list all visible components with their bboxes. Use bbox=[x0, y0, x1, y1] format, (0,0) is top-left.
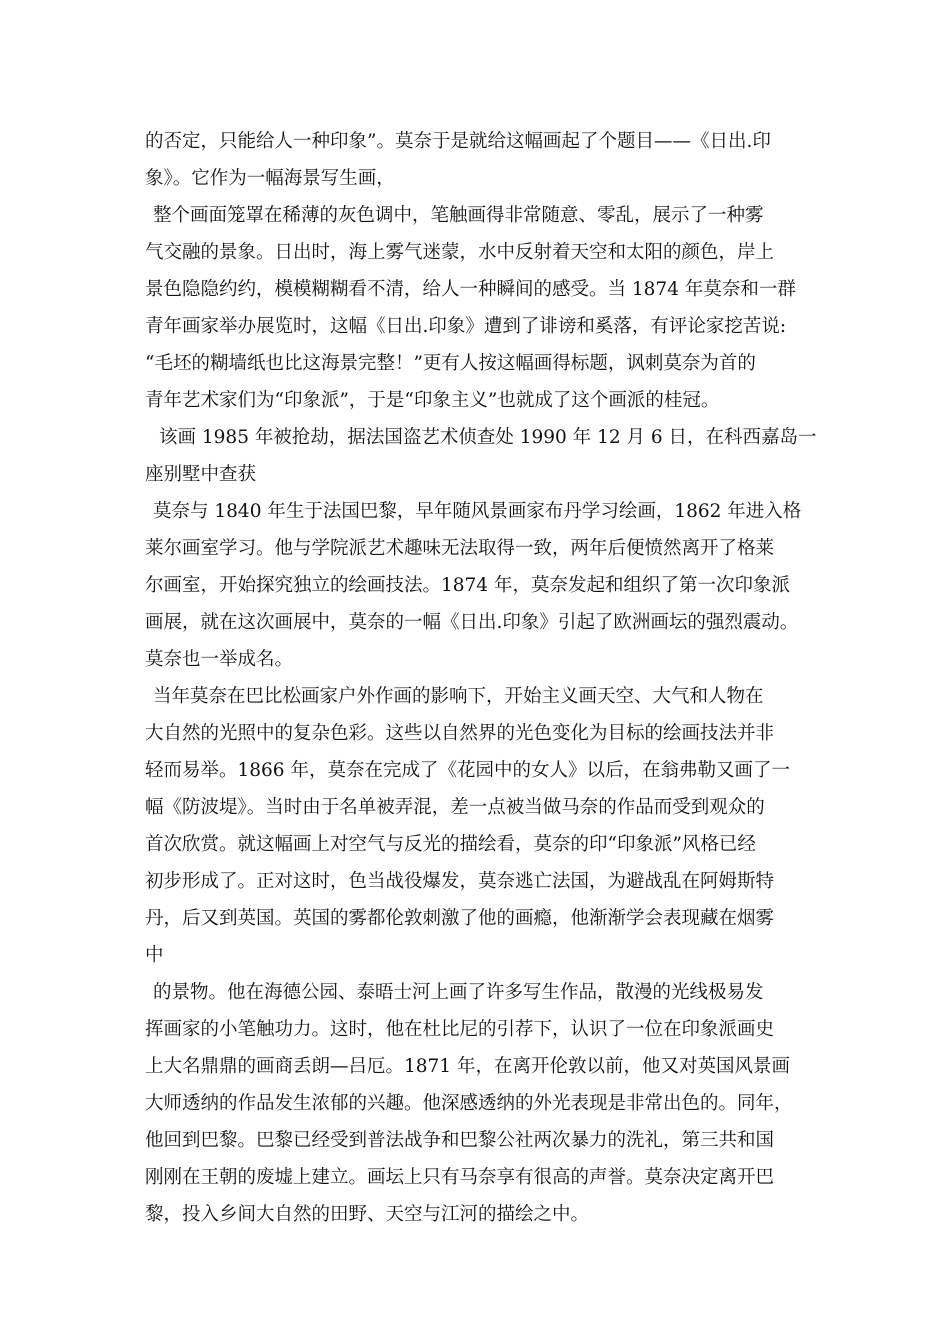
text-line: 大师透纳的作品发生浓郁的兴趣。他深感透纳的外光表现是非常出色的。同年， bbox=[145, 1093, 793, 1114]
text-line: 首次欣赏。就这幅画上对空气与反光的描绘看，莫奈的印“印象派”风格已经 bbox=[145, 834, 756, 855]
text-line: 莫奈与 1840 年生于法国巴黎，早年随风景画家布丹学习绘画，1862 年进入格 bbox=[153, 501, 802, 522]
text-line: 尔画室，开始探究独立的绘画技法。1874 年，莫奈发起和组织了第一次印象派 bbox=[145, 575, 790, 596]
text-line: 该画 1985 年被抢劫，据法国盗艺术侦查处 1990 年 12 月 6 日，在科西嘉岛一 bbox=[159, 427, 817, 448]
text-line: 当年莫奈在巴比松画家户外作画的影响下，开始主义画天空、大气和人物在 bbox=[153, 686, 764, 707]
text-line: 青年艺术家们为“印象派”，于是“印象主义”也就成了这个画派的桂冠。 bbox=[145, 390, 720, 411]
text-line: 整个画面笼罩在稀薄的灰色调中，笔触画得非常随意、零乱，展示了一种雾 bbox=[153, 205, 764, 226]
text-line: 轻而易举。1866 年，莫奈在完成了《花园中的女人》以后，在翁弗勒又画了一 bbox=[145, 760, 790, 781]
text-line: 座别墅中查获 bbox=[145, 464, 257, 485]
text-line: 景色隐隐约约，模模糊糊看不清，给人一种瞬间的感受。当 1874 年莫奈和一群 bbox=[145, 279, 796, 300]
text-line: 黎，投入乡间大自然的田野、天空与江河的描绘之中。 bbox=[145, 1204, 590, 1225]
text-line: 中 bbox=[145, 945, 164, 966]
text-line: 大自然的光照中的复杂色彩。这些以自然界的光色变化为目标的绘画技法并非 bbox=[145, 723, 775, 744]
text-line: 莱尔画室学习。他与学院派艺术趣味无法取得一致，两年后便愤然离开了格莱 bbox=[145, 538, 775, 559]
text-line: 挥画家的小笔触功力。这时，他在杜比尼的引荐下，认识了一位在印象派画史 bbox=[145, 1019, 775, 1040]
text-line: 他回到巴黎。巴黎已经受到普法战争和巴黎公社两次暴力的洗礼，第三共和国 bbox=[145, 1130, 775, 1151]
document-body bbox=[145, 123, 835, 1233]
text-line: “毛坯的糊墙纸也比这海景完整！”更有人按这幅画得标题，讽刺莫奈为首的 bbox=[145, 353, 756, 374]
text-line: 气交融的景象。日出时，海上雾气迷蒙，水中反射着天空和太阳的颜色，岸上 bbox=[145, 242, 775, 263]
text-line: 刚刚在王朝的废墟上建立。画坛上只有马奈享有很高的声誉。莫奈决定离开巴 bbox=[145, 1167, 775, 1188]
text-line: 莫奈也一举成名。 bbox=[145, 649, 294, 670]
text-line: 幅《防波堤》。当时由于名单被弄混，差一点被当做马奈的作品而受到观众的 bbox=[145, 797, 765, 818]
text-line: 画展，就在这次画展中，莫奈的一幅《日出.印象》引起了欧洲画坛的强烈震动。 bbox=[145, 612, 799, 633]
text-line: 象》。它作为一幅海景写生画， bbox=[145, 168, 395, 189]
text-line: 青年画家举办展览时，这幅《日出.印象》遭到了诽谤和奚落，有评论家挖苦说: bbox=[145, 316, 787, 337]
text-line: 的否定，只能给人一种印象”。莫奈于是就给这幅画起了个题目——《日出.印 bbox=[145, 131, 771, 152]
text-line: 的景物。他在海德公园、泰晤士河上画了许多写生作品，散漫的光线极易发 bbox=[153, 982, 764, 1003]
text-line: 丹，后又到英国。英国的雾都伦敦刺激了他的画瘾，他渐渐学会表现藏在烟雾 bbox=[145, 908, 775, 929]
text-line: 初步形成了。正对这时，色当战役爆发，莫奈逃亡法国，为避战乱在阿姆斯特 bbox=[145, 871, 775, 892]
text-line: 上大名鼎鼎的画商丢朗—吕厄。1871 年，在离开伦敦以前，他又对英国风景画 bbox=[145, 1056, 790, 1077]
